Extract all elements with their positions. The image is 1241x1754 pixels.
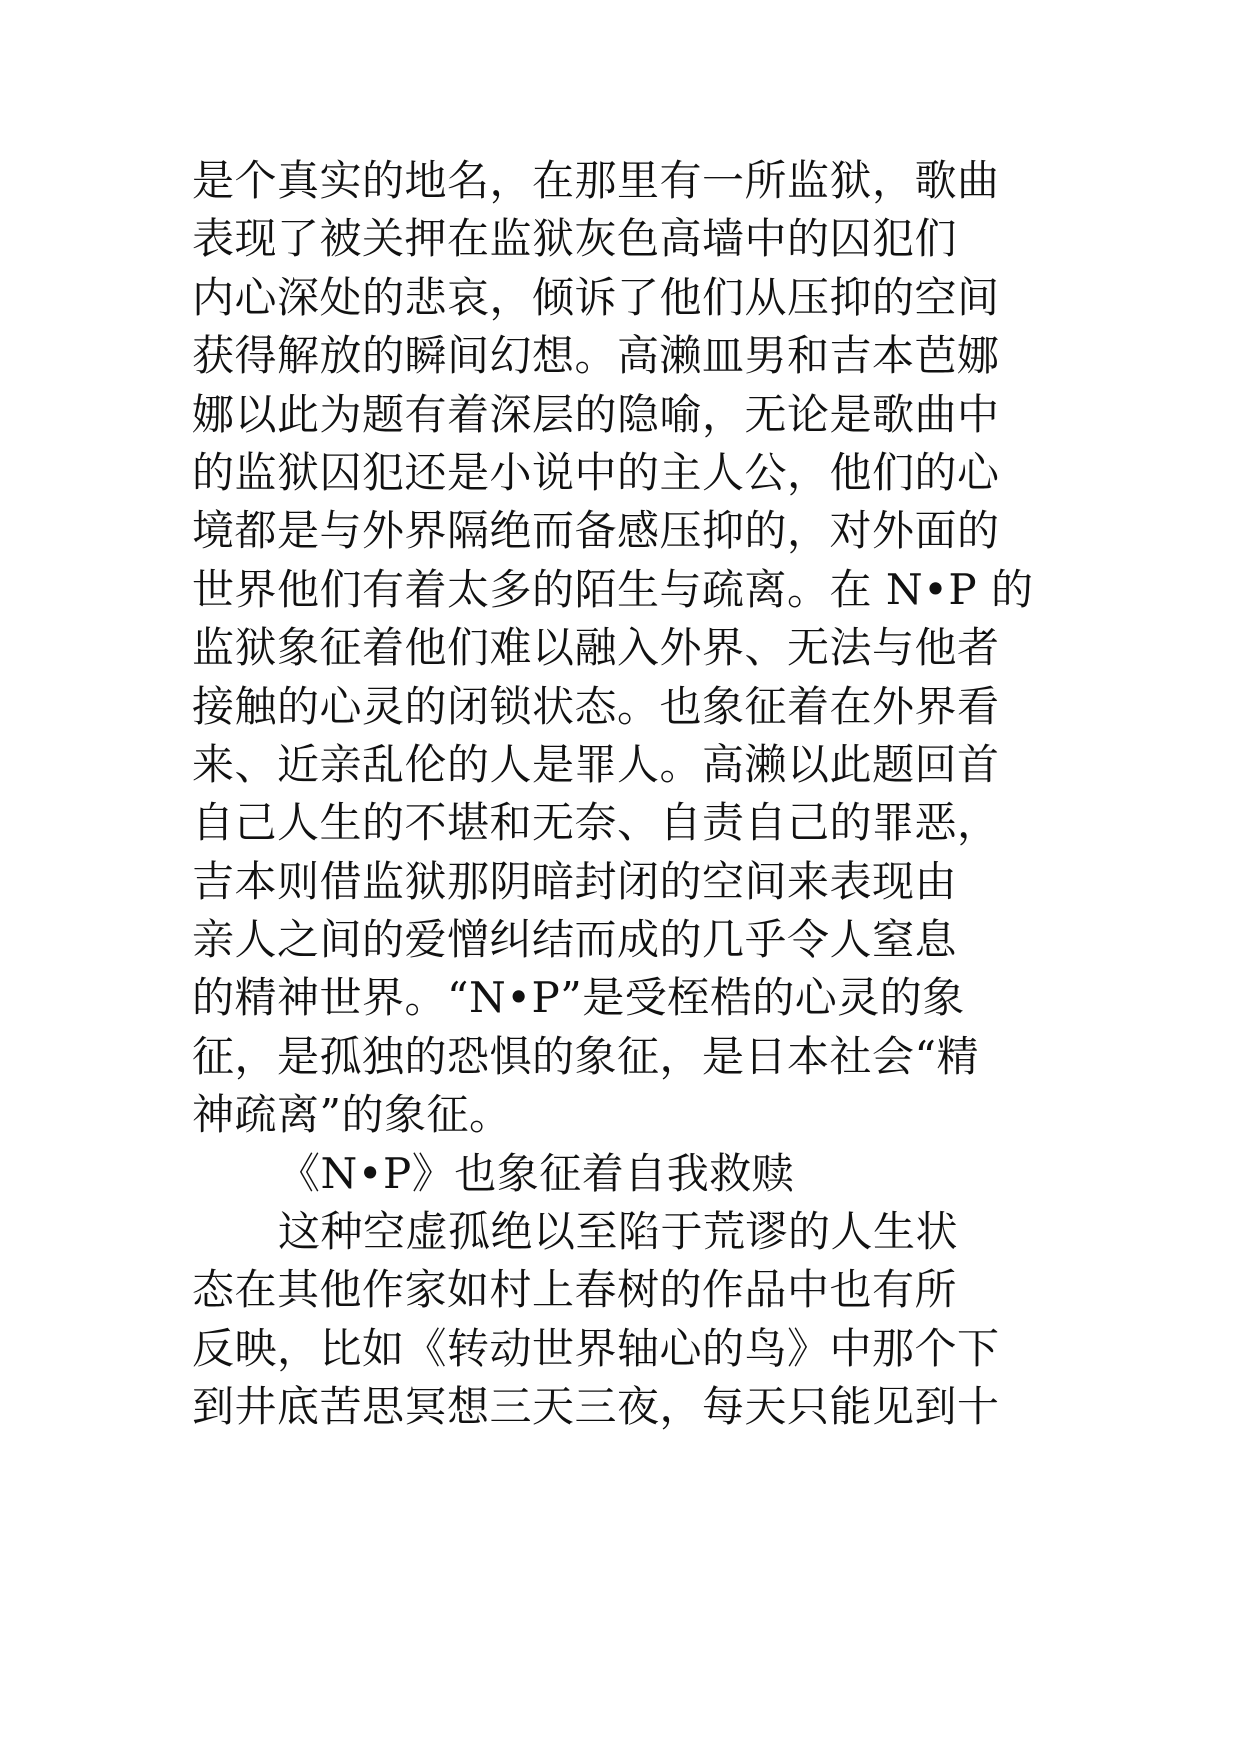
text-line: 接触的心灵的闭锁状态。也象征着在外界看 — [192, 681, 1000, 731]
text-line: 是个真实的地名，在那里有一所监狱，歌曲 — [192, 156, 1000, 205]
text-line: 境都是与外界隔绝而备感压抑的，对外面的 — [192, 506, 1000, 556]
section-heading: 《N•P》也象征着自我救赎 — [278, 1148, 795, 1198]
text-line: 自己人生的不堪和无奈、自责自己的罪恶， — [192, 798, 1000, 848]
text-line: 的精神世界。“N•P”是受桎梏的心灵的象 — [192, 973, 965, 1023]
text-line: 吉本则借监狱那阴暗封闭的空间来表现由 — [192, 856, 958, 906]
text-line: 态在其他作家如村上春树的作品中也有所 — [192, 1265, 958, 1315]
text-line: 娜以此为题有着深层的隐喻，无论是歌曲中 — [192, 389, 1000, 439]
text-line: 神疏离”的象征。 — [192, 1090, 512, 1140]
paragraph-first-line: 这种空虚孤绝以至陷于荒谬的人生状 — [278, 1207, 959, 1257]
text-line: 征，是孤独的恐惧的象征，是日本社会“精 — [192, 1031, 979, 1081]
text-line: 亲人之间的爱憎纠结而成的几乎令人窒息 — [192, 915, 958, 965]
text-line: 获得解放的瞬间幻想。高濑皿男和吉本芭娜 — [192, 331, 1000, 381]
text-line: 世界他们有着太多的陌生与疏离。在 N•P 的 — [192, 564, 1034, 614]
text-line: 表现了被关押在监狱灰色高墙中的囚犯们 — [192, 214, 958, 264]
text-line: 来、近亲乱伦的人是罪人。高濑以此题回首 — [192, 739, 1000, 789]
text-line: 监狱象征着他们难以融入外界、无法与他者 — [192, 623, 1000, 673]
text-line: 反映，比如《转动世界轴心的鸟》中那个下 — [192, 1323, 1000, 1373]
text-line: 内心深处的悲哀，倾诉了他们从压抑的空间 — [192, 272, 1000, 322]
text-line: 的监狱囚犯还是小说中的主人公，他们的心 — [192, 447, 1000, 497]
text-line: 到井底苦思冥想三天三夜，每天只能见到十 — [192, 1382, 1000, 1432]
body-text — [192, 152, 1092, 1437]
